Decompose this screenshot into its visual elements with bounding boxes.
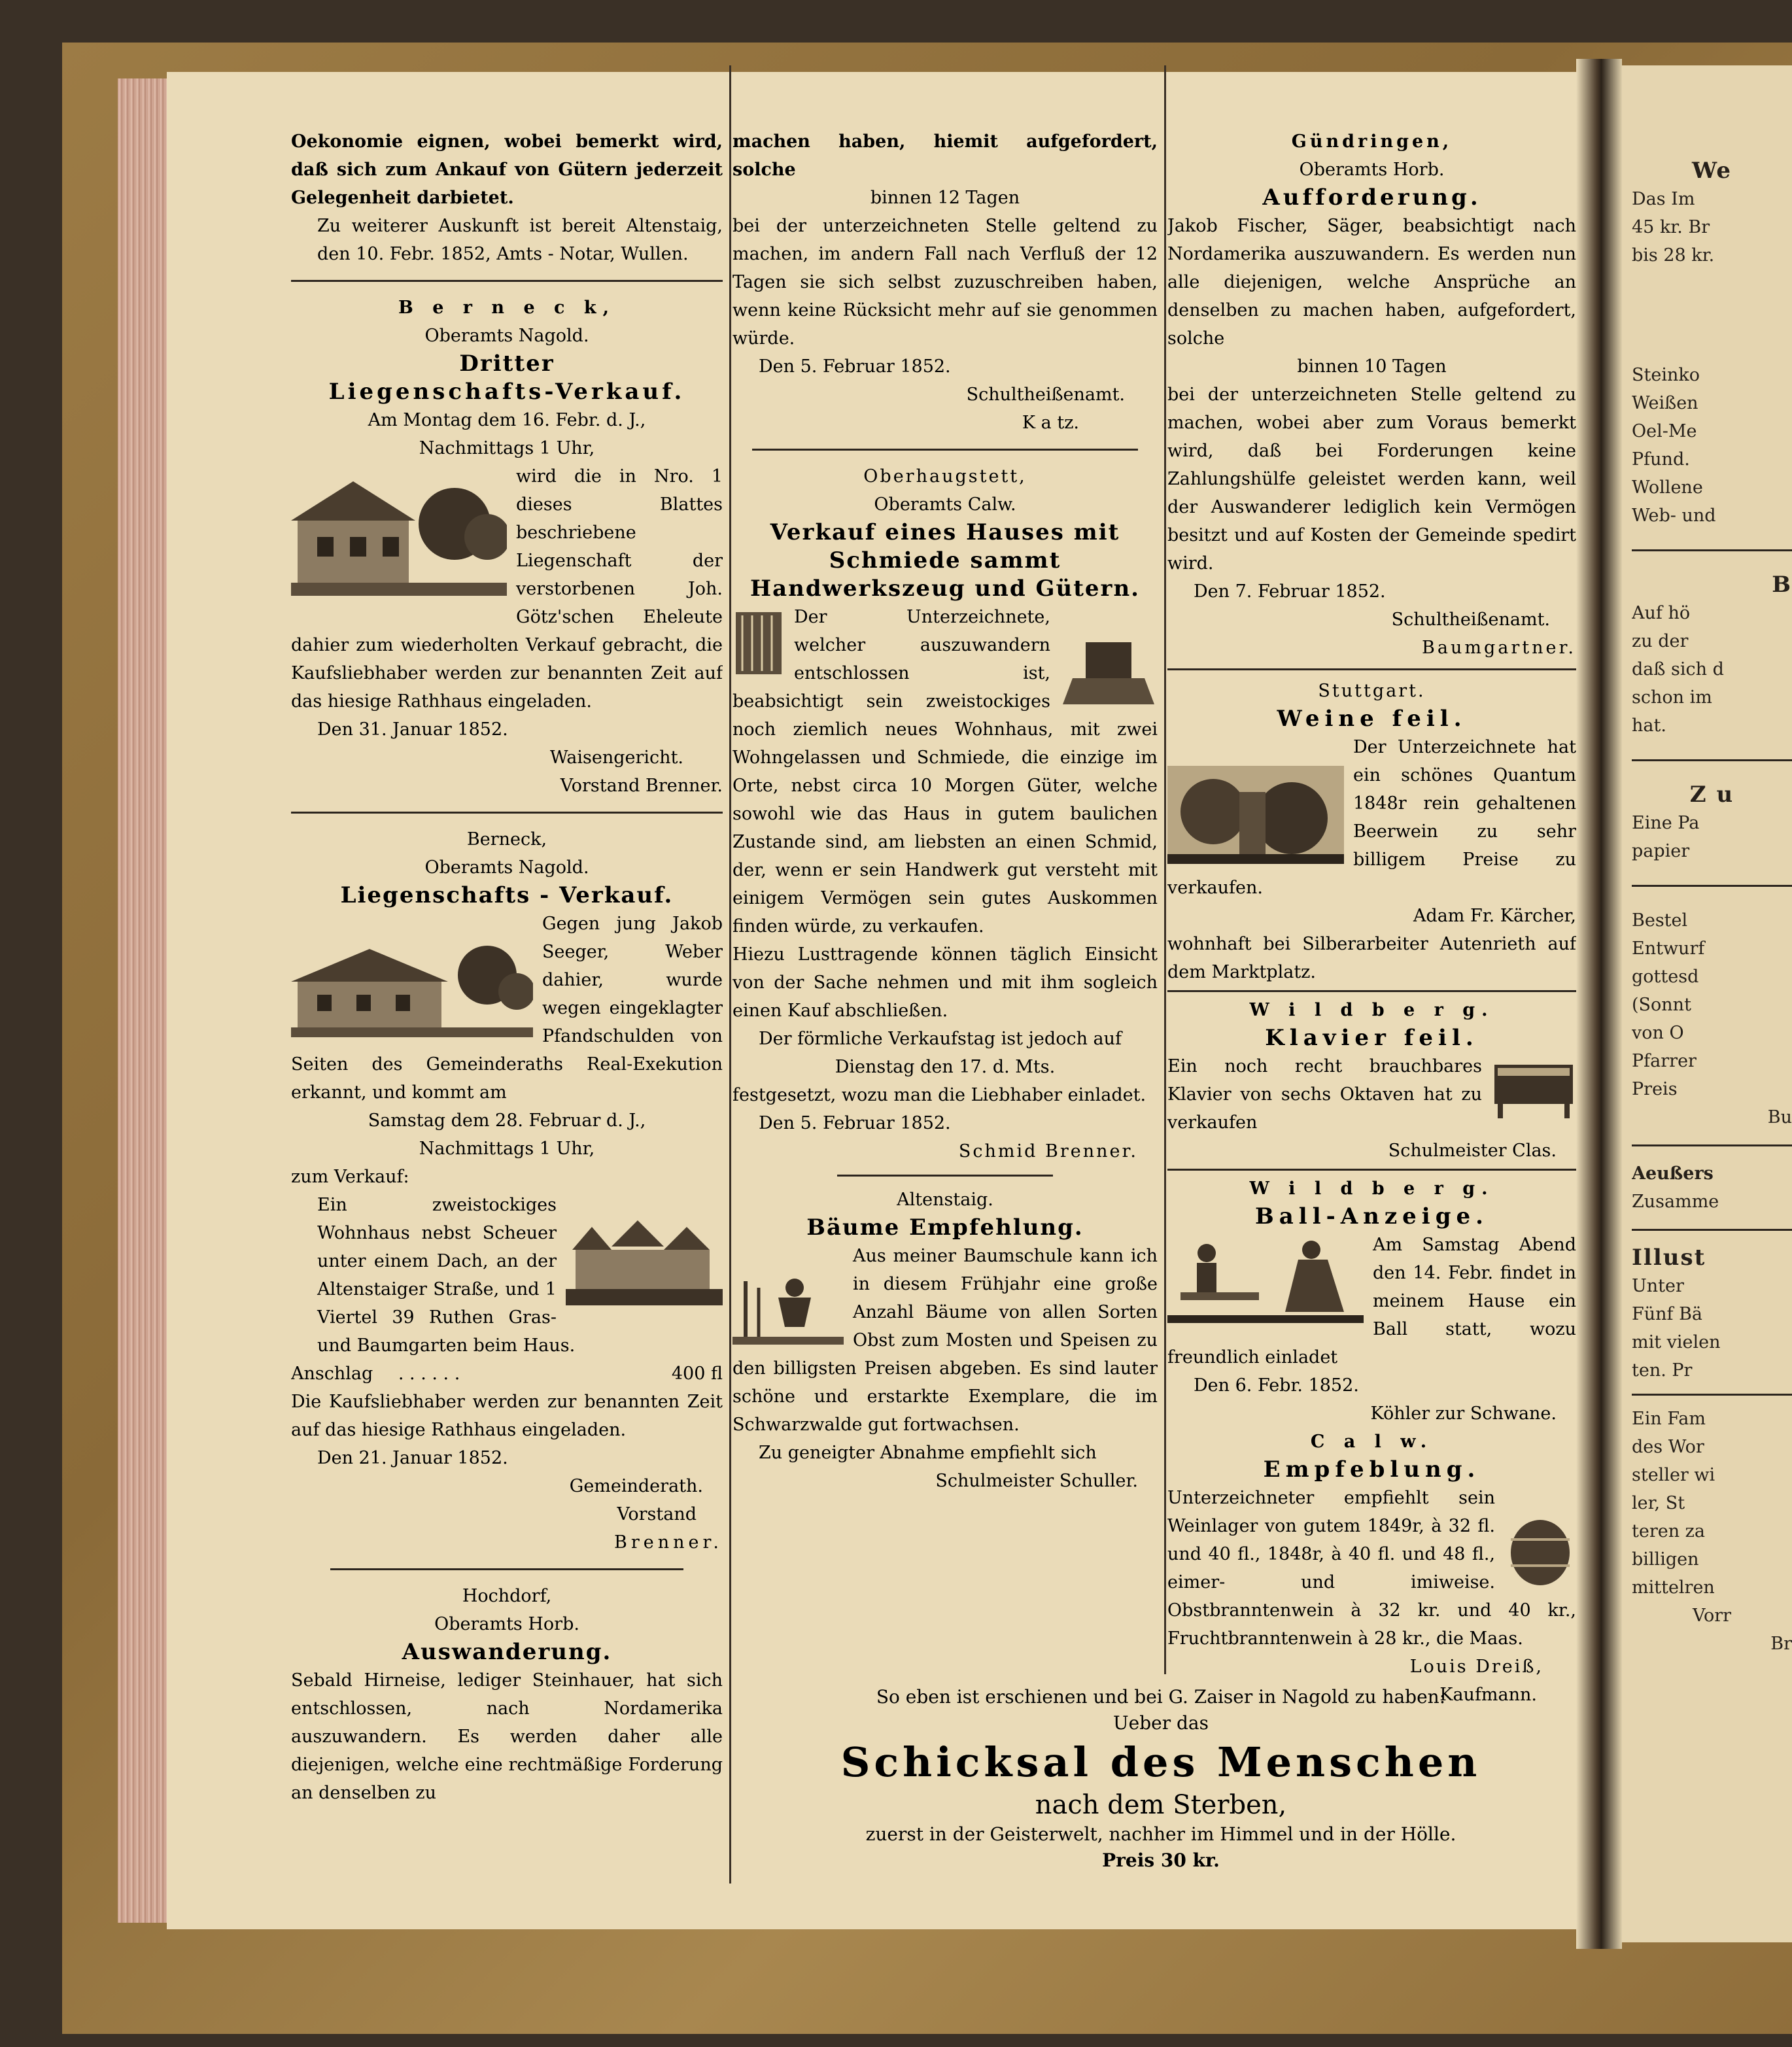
book-ad-line: Ueber das <box>1113 1712 1209 1734</box>
rp-line: teren za <box>1632 1521 1706 1541</box>
rp-line: Web- und <box>1632 506 1716 526</box>
ad-heading: Klavier feil. <box>1265 1025 1479 1051</box>
ad-heading: Weine feil. <box>1277 706 1467 732</box>
ad-body: Der Unterzeichnete, welcher auszuwandern entschlossen ist, beabsichtigt sein zweistockiges noch ziemlich neues Wohnhaus, mit zwei Wohngelassen und Schmiede, die einzige im Orte, nebst circa 10 Morgen Güter, welche sowohl wie das Haus in gutem baulichen Zustande sind, am liebsten an einen Schmid, der, wenn er sein Handwerk gut versteht mit einigem Vermögen sein gutes Auskommen finden würde, zu verkaufen. <box>732 607 1158 937</box>
ad-heading: Ball-Anzeige. <box>1255 1203 1489 1230</box>
column-rule <box>729 65 731 1884</box>
section-rule <box>330 1568 683 1570</box>
piano-woodcut <box>1491 1055 1576 1120</box>
ad-place: Hochdorf, <box>462 1586 552 1606</box>
rp-line: ten. Pr <box>1632 1360 1693 1381</box>
ad-district: Oberamts Nagold. <box>424 326 589 346</box>
ad-body: Der Unterzeichnete hat ein schönes Quantum 1848r rein gehaltenen Beerwein zu sehr billigem Preise zu verkaufen. <box>1167 737 1576 898</box>
ad-place: C a l w. <box>1310 1432 1434 1452</box>
rp-rule <box>1632 759 1792 761</box>
rp-rule <box>1632 1394 1792 1396</box>
rp-line: zu der <box>1632 631 1689 651</box>
rp-line: B <box>1772 572 1792 598</box>
ad-signature: K a tz. <box>1022 413 1079 433</box>
ad-signature: Schultheißenamt. <box>1391 610 1550 630</box>
ad-heading: Aufforderung. <box>1262 184 1481 211</box>
ad-place: Oberhaugstett, <box>863 466 1027 487</box>
ad-body: festgesetzt, wozu man die Liebhaber einladet. <box>732 1085 1146 1105</box>
ad-line: Nachmittags 1 Uhr, <box>419 438 595 458</box>
rp-line: Eine Pa <box>1632 813 1700 833</box>
book-gutter <box>1576 59 1622 1949</box>
section-rule <box>752 449 1138 451</box>
ad-signature: Louis Dreiß, <box>1409 1657 1543 1677</box>
rp-line: Fünf Bä <box>1632 1304 1703 1324</box>
rp-line: Das Im <box>1632 189 1695 209</box>
ad-signature: Schulmeister Schuller. <box>935 1471 1138 1491</box>
column-3 <box>1167 128 1576 1709</box>
anvil-woodcut <box>1060 636 1158 708</box>
dancers-woodcut <box>1167 1233 1364 1325</box>
column-1 <box>291 128 723 1807</box>
rp-line: Auf hö <box>1632 603 1691 623</box>
ad-signature: Waisengericht. <box>549 748 683 768</box>
ad-heading: Auswanderung. <box>402 1639 612 1665</box>
ad-date: Den 5. Februar 1852. <box>759 1113 951 1133</box>
rp-line: Vorr <box>1692 1606 1732 1626</box>
ad-price <box>291 1360 723 1388</box>
ad-district: Oberamts Horb. <box>1299 160 1445 180</box>
ad-date: Den 5. Februar 1852. <box>759 356 951 377</box>
ad-signature: Schultheißenamt. <box>966 385 1125 405</box>
ad-body: Zu geneigter Abnahme empfiehlt sich <box>759 1443 1097 1463</box>
ad-body: bei der unterzeichneten Stelle geltend zu machen, im andern Fall nach Verfluß der 12 Tagen sie sich selbst zuzuschreiben haben, wenn keine Rücksicht mehr auf sie genommen würde. <box>732 216 1158 349</box>
ad-district: Oberamts Horb. <box>434 1614 579 1634</box>
rp-line: Bu <box>1767 1107 1792 1127</box>
ad-price-value: 400 fl <box>671 1364 723 1384</box>
intro-text: Zu weiterer Auskunft ist bereit Altenstaig, den 10. Febr. 1852, Amts - Notar, Wullen. <box>317 216 723 264</box>
gardener-woodcut <box>732 1275 844 1347</box>
rp-line: Br <box>1770 1634 1792 1654</box>
ad-place: W i l d b e r g. <box>1249 1178 1494 1199</box>
ad-signature: Adam Fr. Kärcher, <box>1413 906 1576 926</box>
rp-line: papier <box>1632 841 1690 861</box>
ad-body: wird die in Nro. 1 dieses Blattes beschriebene Liegenschaft der verstorbenen Joh. Götz'schen Eheleute dahier zum wiederholten Verkauf gebracht, die Kaufsliebhaber werden zur benannten Zeit auf das hiesige Rathhaus eingeladen. <box>291 466 723 712</box>
ad-signature: Brenner. <box>613 1532 723 1553</box>
ad-place: B e r n e c k, <box>398 298 615 318</box>
column-2 <box>732 128 1158 1495</box>
book-price: Preis 30 kr. <box>1102 1849 1220 1871</box>
rp-line: Unter <box>1632 1276 1684 1296</box>
farmhouse-woodcut <box>291 942 533 1041</box>
ad-body: Jakob Fischer, Säger, beabsichtigt nach Nordamerika auszuwandern. Es werden nun alle diejenigen, welche Ansprüche an denselben zu machen haben, aufgefordert, solche <box>1167 216 1576 349</box>
rp-line: Zusamme <box>1632 1192 1719 1212</box>
rp-line: Illust <box>1632 1245 1706 1271</box>
ad-body: Am Samstag Abend den 14. Febr. findet in meinem Hause ein Ball statt, wozu freundlich einladet <box>1167 1235 1576 1368</box>
ad-item: Ein zweistockiges Wohnhaus nebst Scheuer unter einem Dach, an der Altenstaiger Straße, und 1 Viertel 39 Ruthen Gras- und Baumgarten beim Haus. <box>317 1195 576 1356</box>
house-woodcut <box>291 465 507 602</box>
rp-line: Ein Fam <box>1632 1409 1706 1429</box>
rp-line: billigen <box>1632 1549 1699 1570</box>
facing-page <box>1619 65 1792 1942</box>
ad-heading: Dritter <box>459 351 555 377</box>
rp-line: Steinko <box>1632 365 1700 385</box>
ad-line: zum Verkauf: <box>291 1167 409 1187</box>
ad-body: Die Kaufsliebhaber werden zur benannten Zeit auf das hiesige Rathhaus eingeladen. <box>291 1392 723 1440</box>
facing-page-column <box>1632 157 1792 1658</box>
rp-line: mit vielen <box>1632 1332 1721 1352</box>
wine-woodcut <box>1167 766 1344 864</box>
section-rule <box>1167 990 1576 992</box>
ad-date: Den 7. Februar 1852. <box>1194 581 1386 602</box>
ad-body: bei der unterzeichneten Stelle geltend zu machen, wobei aber zum Voraus bemerkt wird, daß bei Forderungen keine Zahlungshülfe geleistet werden kann, weil der Auswanderer lediglich kein Vermögen besitzt und auf Kosten der Gemeinde spedirt wird. <box>1167 385 1576 574</box>
rp-line: 45 kr. Br <box>1632 217 1710 237</box>
rp-line: Aeußers <box>1632 1163 1714 1184</box>
ad-line: binnen 10 Tagen <box>1297 356 1447 377</box>
ad-line: Dienstag den 17. d. Mts. <box>835 1057 1056 1077</box>
ad-district: Oberamts Nagold. <box>424 857 589 878</box>
ad-price-dots: . . . . . . <box>398 1364 460 1384</box>
rp-line: schon im <box>1632 687 1712 708</box>
rp-line: Bestel <box>1632 910 1688 931</box>
section-rule <box>291 280 723 282</box>
book-advertisement <box>739 1684 1583 1874</box>
ad-line: binnen 12 Tagen <box>870 188 1020 208</box>
ad-heading: Liegenschafts-Verkauf. <box>328 379 685 405</box>
ad-body: Hiezu Lusttragende können täglich Einsicht von der Sache nehmen und mit ihm sogleich einen Kauf abschließen. <box>732 944 1158 1021</box>
rp-rule <box>1632 1229 1792 1231</box>
section-rule <box>1167 668 1576 670</box>
ad-place: Stuttgart. <box>1318 681 1426 701</box>
ad-body: Ein noch recht brauchbares Klavier von sechs Oktaven hat zu verkaufen <box>1167 1056 1482 1133</box>
ad-signature: Vorstand Brenner. <box>560 776 723 796</box>
book-subtitle: nach dem Sterben, <box>1035 1790 1287 1820</box>
ad-signature: Schmid Brenner. <box>958 1141 1138 1161</box>
ad-date: Den 31. Januar 1852. <box>317 719 508 740</box>
section-rule <box>837 1175 1053 1177</box>
village-woodcut <box>566 1217 723 1309</box>
section-rule <box>1167 1169 1576 1171</box>
intro-text: Oekonomie eignen, wobei bemerkt wird, daß sich zum Ankauf von Gütern jederzeit Gelegenheit darbietet. <box>291 131 723 208</box>
ad-body: wohnhaft bei Silberarbeiter Autenrieth auf dem Marktplatz. <box>1167 934 1576 982</box>
ad-place: W i l d b e r g. <box>1249 1000 1494 1020</box>
rp-line: von O <box>1632 1023 1684 1043</box>
rp-line: We <box>1691 158 1732 184</box>
ad-heading: Verkauf eines Hauses mit Schmiede sammt Handwerkszeug und Gütern. <box>750 519 1141 602</box>
rp-line: des Wor <box>1632 1437 1704 1457</box>
barrel-woodcut <box>1504 1517 1576 1589</box>
ad-line: Nachmittags 1 Uhr, <box>419 1139 595 1159</box>
cage-woodcut <box>732 606 785 678</box>
ad-line: machen haben, hiemit aufgefordert, solche <box>732 131 1158 180</box>
rp-line: Weißen <box>1632 393 1698 413</box>
rp-line: Z u <box>1689 782 1734 808</box>
rp-line: mittelren <box>1632 1577 1715 1598</box>
ad-signature: Köhler zur Schwane. <box>1370 1403 1557 1424</box>
ad-district: Oberamts Calw. <box>874 494 1016 515</box>
rp-line: Oel-Me <box>1632 421 1697 441</box>
ad-line: Am Montag dem 16. Febr. d. J., <box>368 410 646 430</box>
ad-heading: Liegenschafts - Verkauf. <box>340 882 674 908</box>
rp-line: gottesd <box>1632 967 1699 987</box>
rp-rule <box>1632 549 1792 551</box>
ad-date: Den 21. Januar 1852. <box>317 1448 508 1468</box>
rp-rule <box>1632 1144 1792 1146</box>
rp-line: Preis <box>1632 1079 1678 1099</box>
ad-heading: Bäume Empfehlung. <box>806 1214 1084 1241</box>
rp-line: daß sich d <box>1632 659 1724 679</box>
rp-line: bis 28 kr. <box>1632 245 1715 266</box>
rp-line: Pfarrer <box>1632 1051 1697 1071</box>
rp-rule <box>1632 885 1792 887</box>
column-rule <box>1164 65 1166 1674</box>
ad-body: Gegen jung Jakob Seeger, Weber dahier, wurde wegen eingeklagter Pfandschulden von Seiten des Gemeinderaths Real-Exekution erkannt, und kommt am <box>291 914 723 1103</box>
rp-line: (Sonnt <box>1632 995 1691 1015</box>
rp-line: Pfund. <box>1632 449 1690 470</box>
book-title: Schicksal des Menschen <box>840 1738 1481 1786</box>
book-ad-line: zuerst in der Geisterwelt, nachher im Himmel und in der Hölle. <box>865 1823 1456 1845</box>
ad-signature: Gemeinderath. <box>569 1476 703 1496</box>
ad-signature: Vorstand <box>617 1504 697 1524</box>
ad-signature: Schulmeister Clas. <box>1388 1141 1557 1161</box>
ad-place: Berneck, <box>466 829 547 850</box>
rp-line: Wollene <box>1632 477 1703 498</box>
ad-body: Unterzeichneter empfiehlt sein Weinlager von gutem 1849r, à 32 fl. und 40 fl., 1848r, à 40 fl. und 48 fl., eimer- und imiweise. Obstbranntenwein à 32 kr. und 40 kr., Fruchtbranntenwein à 28 kr., die Maas. <box>1167 1488 1576 1649</box>
ad-heading: Empfeblung. <box>1263 1456 1481 1483</box>
ad-signature: Kaufmann. <box>1439 1685 1537 1705</box>
ad-place: Gündringen, <box>1291 131 1453 152</box>
ad-place: Altenstaig. <box>897 1190 993 1210</box>
ad-body: Aus meiner Baumschule kann ich in diesem Frühjahr eine große Anzahl Bäume von allen Sorten Obst zum Mosten und Speisen zu den billigsten Preisen abgeben. Es sind lauter schöne und erstarkte Exemplare, die im Schwarzwalde gut fortwachsen. <box>732 1246 1158 1435</box>
rp-line: steller wi <box>1632 1465 1715 1485</box>
rp-line: Entwurf <box>1632 938 1705 959</box>
book-ad-line: So eben ist erschienen und bei G. Zaiser in Nagold zu haben: <box>876 1686 1446 1708</box>
ad-body: Sebald Hirneise, lediger Steinhauer, hat sich entschlossen, nach Nordamerika auszuwandern. Es werden daher alle diejenigen, welche eine rechtmäßige Forderung an denselben zu <box>291 1670 723 1803</box>
ad-body: Der förmliche Verkaufstag ist jedoch auf <box>759 1029 1122 1049</box>
ad-date: Den 6. Febr. 1852. <box>1194 1375 1359 1396</box>
ad-line: Samstag dem 28. Februar d. J., <box>368 1110 646 1131</box>
ad-price-label: Anschlag <box>291 1364 373 1384</box>
section-rule <box>291 812 723 814</box>
ad-signature: Baumgartner. <box>1422 638 1576 658</box>
rp-line: hat. <box>1632 715 1666 736</box>
rp-line: ler, St <box>1632 1493 1685 1513</box>
